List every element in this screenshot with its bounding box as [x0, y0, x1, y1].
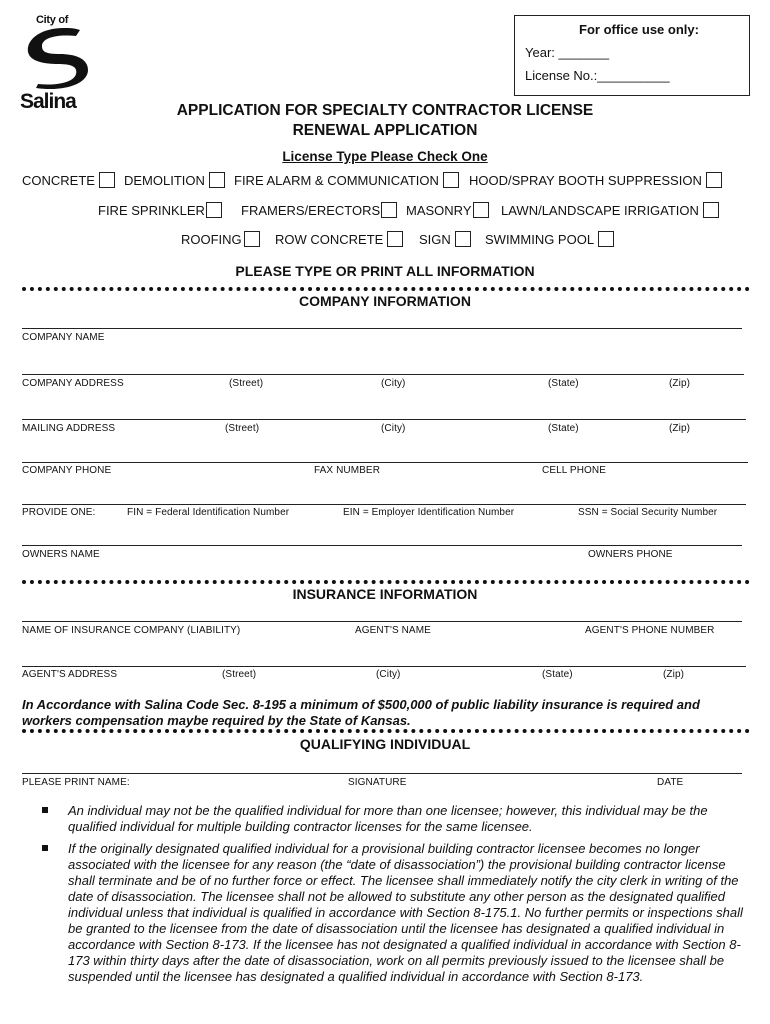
license-option-hood-spray[interactable] [469, 172, 722, 188]
agents-name-label: AGENT'S NAME [355, 625, 431, 636]
company-address-line[interactable] [22, 374, 744, 375]
agents-address-zip: (Zip) [663, 669, 685, 680]
logo-salina: Salina [20, 90, 76, 113]
signature-label: SIGNATURE [348, 777, 407, 788]
fire-sprinkler-label: FIRE SPRINKLER [98, 203, 205, 218]
bullet-icon [42, 845, 48, 851]
date-label: DATE [657, 777, 684, 788]
company-phone-line[interactable] [22, 462, 748, 463]
please-type-notice: PLEASE TYPE OR PRINT ALL INFORMATION [235, 263, 535, 279]
fire-sprinkler-checkbox[interactable] [206, 202, 222, 218]
license-option-framers[interactable] [241, 202, 397, 218]
salina-swoosh-icon [24, 26, 90, 90]
mailing-address-city: (City) [381, 423, 406, 434]
demolition-label: DEMOLITION [124, 173, 205, 188]
company-address-zip: (Zip) [669, 378, 691, 389]
agents-address-city: (City) [376, 669, 401, 680]
demolition-checkbox[interactable] [209, 172, 225, 188]
dotted-divider [22, 729, 750, 733]
provide-one-line[interactable] [22, 504, 746, 505]
insurance-requirement-note: In Accordance with Salina Code Sec. 8-195 a minimum of $500,000 of public liability insurance is required and workers compensation maybe required by the State of Kansas. [22, 697, 700, 728]
swimming-pool-label: SWIMMING POOL [485, 232, 595, 247]
print-name-label: PLEASE PRINT NAME: [22, 777, 130, 788]
company-address-city: (City) [381, 378, 406, 389]
mailing-address-state: (State) [548, 423, 579, 434]
license-option-sign[interactable] [419, 231, 471, 247]
agents-address-state: (State) [542, 669, 573, 680]
sign-label: SIGN [419, 232, 451, 247]
agents-address-street: (Street) [222, 669, 257, 680]
fin-label: FIN = Federal Identification Number [127, 507, 290, 518]
company-address-label: COMPANY ADDRESS [22, 378, 124, 389]
roofing-label: ROOFING [181, 232, 242, 247]
fire-alarm-label: FIRE ALARM & COMMUNICATION [234, 173, 439, 188]
agents-address-label: AGENT'S ADDRESS [22, 669, 118, 680]
mailing-address-line[interactable] [22, 419, 746, 420]
office-year: Year: _______ [525, 45, 610, 60]
ein-label: EIN = Employer Identification Number [343, 507, 515, 518]
swimming-pool-checkbox[interactable] [598, 231, 614, 247]
qualifying-rules-list [42, 803, 754, 991]
qualifying-individual-line[interactable] [22, 773, 742, 774]
masonry-label: MASONRY [406, 203, 472, 218]
insurance-company-line[interactable] [22, 621, 742, 622]
license-option-demolition[interactable] [124, 172, 225, 188]
license-option-fire-alarm[interactable] [234, 172, 459, 188]
office-use-box [514, 15, 750, 96]
roofing-checkbox[interactable] [244, 231, 260, 247]
company-address-state: (State) [548, 378, 579, 389]
license-type-heading-wrap [0, 149, 770, 164]
license-option-concrete[interactable] [22, 172, 115, 188]
license-type-heading: License Type Please Check One [282, 149, 488, 164]
provide-one-label: PROVIDE ONE: [22, 507, 96, 518]
form-title: APPLICATION FOR SPECIALTY CONTRACTOR LICENSE [176, 102, 594, 119]
license-option-fire-sprinkler[interactable] [98, 202, 222, 218]
company-name-label: COMPANY NAME [22, 332, 105, 343]
lawn-label: LAWN/LANDSCAPE IRRIGATION [501, 203, 699, 218]
logo-city-of: City of [36, 14, 69, 26]
owners-phone-label: OWNERS PHONE [588, 549, 673, 560]
rule-text: If the originally designated qualified individual for a provisional building contractor licensee becomes no longer associated with the licensee for any reason (the “date of disassociation”) the provisional building contractor license shall terminate and be of no further force or effect. The licensee shall immediately notify the city clerk in writing of the date of disassociation. The licensee shall not be allowed to substitute any other person as the designated qualified individual unless that individual is qualified in accordance with Section 8-175.1. No further permits or inspections shall be granted to the licensee from the date of disassociation until the licensee has designated a qualified individual in accordance with Section 8-173. If the licensee has not designated a qualified individual in accordance with Section 8-173 within thirty days after the date of disassociation, work on all permits previously issued to the licensee shall be suspended until the licensee has designated a qualified individual in accordance with Section 8-173. [68, 841, 743, 984]
office-use-heading: For office use only: [579, 22, 699, 37]
framers-label: FRAMERS/ERECTORS [241, 203, 381, 218]
license-option-swimming-pool[interactable] [485, 231, 614, 247]
mailing-address-label: MAILING ADDRESS [22, 423, 116, 434]
company-info-heading: COMPANY INFORMATION [299, 293, 471, 309]
insurance-info-heading: INSURANCE INFORMATION [292, 586, 478, 602]
office-license-no: License No.:__________ [525, 68, 670, 83]
hood-spray-label: HOOD/SPRAY BOOTH SUPPRESSION [469, 173, 702, 188]
license-option-masonry[interactable] [406, 202, 489, 218]
dotted-divider [22, 580, 750, 584]
company-address-street: (Street) [229, 378, 264, 389]
license-option-lawn[interactable] [501, 202, 719, 218]
agents-phone-label: AGENT'S PHONE NUMBER [585, 625, 715, 636]
agents-address-line[interactable] [22, 666, 746, 667]
insurance-company-label: NAME OF INSURANCE COMPANY (LIABILITY) [22, 625, 241, 636]
company-name-line[interactable] [22, 328, 742, 329]
sign-checkbox[interactable] [455, 231, 471, 247]
city-of-salina-logo [18, 12, 98, 113]
qualifying-individual-heading: QUALIFYING INDIVIDUAL [299, 736, 471, 752]
license-option-roofing[interactable] [181, 231, 260, 247]
bullet-icon [42, 807, 48, 813]
hood-spray-checkbox[interactable] [706, 172, 722, 188]
rule-text: An individual may not be the qualified individual for more than one licensee; however, this individual may be the qualified individual for multiple building contractor licenses for the same licensee. [68, 803, 708, 834]
masonry-checkbox[interactable] [473, 202, 489, 218]
mailing-address-street: (Street) [225, 423, 260, 434]
concrete-label: CONCRETE [22, 173, 95, 188]
concrete-checkbox[interactable] [99, 172, 115, 188]
row-concrete-label: ROW CONCRETE [275, 232, 384, 247]
lawn-checkbox[interactable] [703, 202, 719, 218]
ssn-label: SSN = Social Security Number [578, 507, 718, 518]
license-option-row-concrete[interactable] [275, 231, 403, 247]
framers-checkbox[interactable] [381, 202, 397, 218]
owners-line[interactable] [22, 545, 742, 546]
fire-alarm-checkbox[interactable] [443, 172, 459, 188]
dotted-divider [22, 287, 750, 291]
row-concrete-checkbox[interactable] [387, 231, 403, 247]
fax-number-label: FAX NUMBER [314, 465, 381, 476]
mailing-address-zip: (Zip) [669, 423, 691, 434]
form-subtitle: RENEWAL APPLICATION [292, 122, 478, 139]
list-item [42, 803, 754, 835]
list-item [42, 841, 754, 985]
owners-name-label: OWNERS NAME [22, 549, 100, 560]
company-phone-label: COMPANY PHONE [22, 465, 112, 476]
cell-phone-label: CELL PHONE [542, 465, 606, 476]
